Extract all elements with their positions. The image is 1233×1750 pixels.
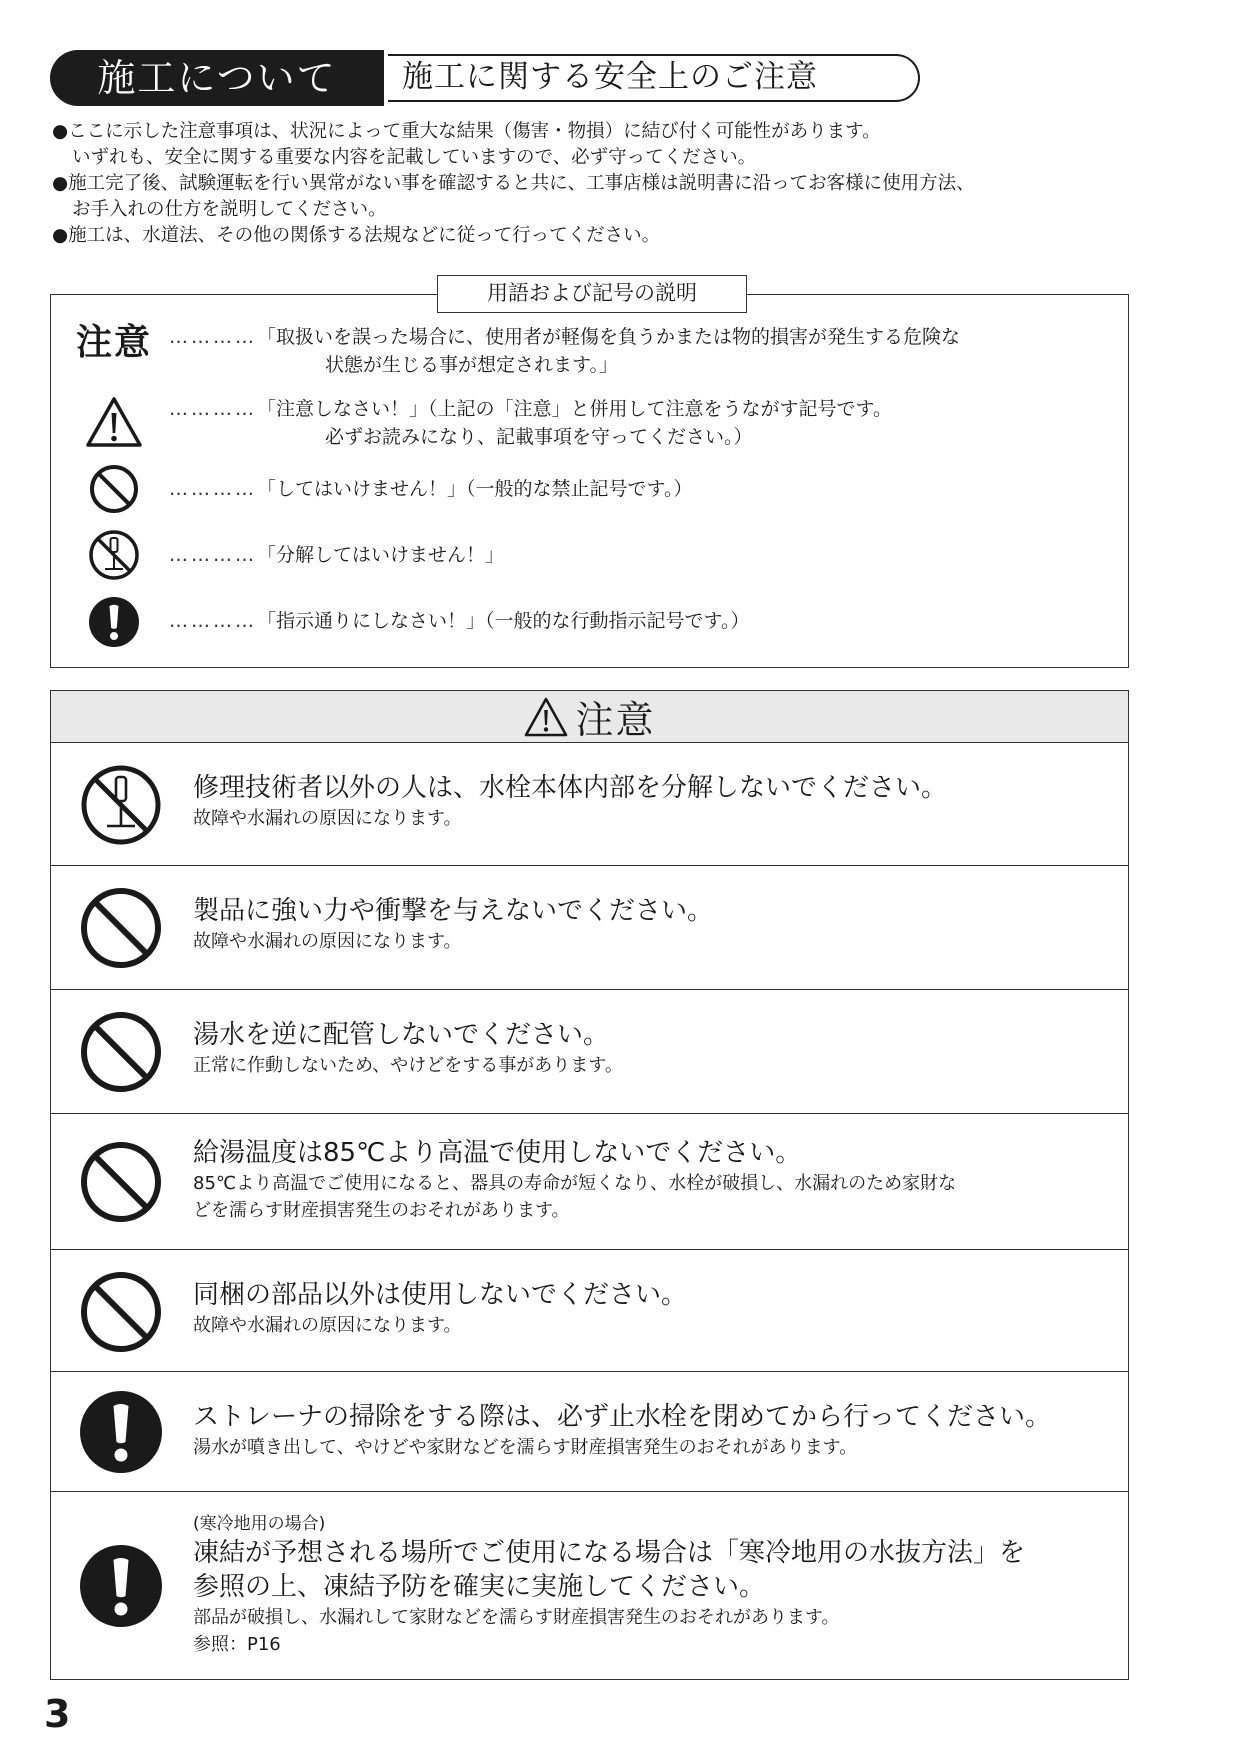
prohibited-icon	[88, 463, 140, 515]
caution-item-desc: 85℃より高温でご使用になると、器具の寿命が短くなり、水栓が破損し、水漏れのため家財な	[193, 1173, 957, 1194]
no-disassembly-icon	[87, 528, 141, 582]
caution-item-title: 給湯温度は85℃より高温で使用しないでください。	[193, 1138, 802, 1168]
page-number: 3	[44, 1692, 71, 1736]
header-sub-title: 施工に関する安全上のご注意	[388, 54, 920, 102]
leader-dots: …………	[169, 326, 257, 348]
prohibited-icon	[79, 1140, 163, 1224]
caution-item-title: 同梱の部品以外は使用しないでください。	[193, 1280, 688, 1310]
caution-item-desc: どを濡らす財産損害発生のおそれがあります。	[193, 1200, 570, 1221]
intro-line: ●施工完了後、試験運転を行い異常がない事を確認すると共に、工事店様は説明書に沿ってお客様に使用方法、	[52, 173, 975, 194]
prohibited-icon	[79, 1010, 163, 1094]
section-header	[50, 50, 920, 106]
caution-item-desc: 湯水が噴き出して、やけどや家財などを濡らす財産損害発生のおそれがあります。	[193, 1437, 858, 1458]
caution-item-title: 製品に強い力や衝撃を与えないでください。	[193, 896, 714, 926]
caution-item-condition: (寒冷地用の場合)	[193, 1514, 326, 1534]
legend-text: 必ずお読みになり、記載事項を守ってください。）	[325, 426, 753, 448]
intro-line: ●施工は、水道法、その他の関係する法規などに従って行ってください。	[52, 225, 661, 246]
leader-dots: …………	[169, 478, 257, 500]
no-disassembly-icon	[79, 763, 163, 847]
intro-line: いずれも、安全に関する重要な内容を記載していますので、必ず守ってください。	[72, 147, 757, 168]
caution-item-title: 参照の上、凍結予防を確実に実施してください。	[193, 1572, 766, 1602]
caution-item-desc: 故障や水漏れの原因になります。	[193, 1315, 462, 1336]
caution-heading	[51, 691, 1128, 743]
caution-item-reference: 参照：P16	[193, 1634, 281, 1655]
leader-dots: …………	[169, 610, 257, 632]
caution-word-symbol	[71, 319, 157, 367]
caution-item-desc: 正常に作動しないため、やけどをする事があります。	[193, 1055, 623, 1076]
header-main-title: 施工について	[50, 50, 384, 106]
legend-text: 状態が生じる事が想定されます。」	[325, 354, 618, 376]
intro-line: お手入れの仕方を説明してください。	[72, 199, 387, 220]
prohibited-icon	[79, 1270, 163, 1354]
mandatory-icon	[79, 1544, 163, 1628]
caution-item-title: 湯水を逆に配管しないでください。	[193, 1020, 610, 1050]
legend-text: 「分解してはいけません！」	[257, 544, 505, 566]
caution-item	[51, 1372, 1128, 1492]
legend-title: 用語および記号の説明	[437, 275, 747, 313]
leader-dots: …………	[169, 544, 257, 566]
warning-triangle-icon	[84, 395, 144, 449]
intro-line: ●ここに示した注意事項は、状況によって重大な結果（傷害・物損）に結び付く可能性があります。	[52, 121, 881, 142]
legend-box	[50, 281, 1129, 668]
caution-box	[50, 690, 1129, 1680]
caution-item	[51, 990, 1128, 1114]
caution-item	[51, 866, 1128, 990]
caution-item-desc: 故障や水漏れの原因になります。	[193, 931, 462, 952]
prohibited-icon	[79, 886, 163, 970]
caution-item	[51, 743, 1128, 866]
caution-item-title: 凍結が予想される場所でご使用になる場合は「寒冷地用の水抜方法」を	[193, 1538, 1026, 1568]
caution-item	[51, 1250, 1128, 1372]
leader-dots: …………	[169, 398, 257, 420]
warning-triangle-icon	[523, 696, 569, 738]
caution-item-title: ストレーナの掃除をする際は、必ず止水栓を閉めてから行ってください。	[193, 1402, 1052, 1432]
caution-item-desc: 部品が破損し、水漏れして家財などを濡らす財産損害発生のおそれがあります。	[193, 1607, 840, 1628]
intro-notes	[52, 119, 1192, 249]
mandatory-icon	[88, 596, 140, 648]
mandatory-icon	[79, 1390, 163, 1474]
caution-word: 注意	[75, 322, 152, 363]
caution-item	[51, 1114, 1128, 1250]
legend-text: 「してはいけません！」（一般的な禁止記号です。）	[257, 478, 693, 500]
legend-text: 「注意しなさい！」（上記の「注意」と併用して注意をうながす記号です。	[257, 398, 892, 420]
caution-item-desc: 故障や水漏れの原因になります。	[193, 808, 462, 829]
caution-item	[51, 1492, 1128, 1678]
caution-item-title: 修理技術者以外の人は、水栓本体内部を分解しないでください。	[193, 773, 948, 803]
caution-heading-text: 注意	[575, 698, 656, 742]
legend-text: 「取扱いを誤った場合に、使用者が軽傷を負うかまたは物的損害が発生する危険な	[257, 326, 961, 348]
legend-text: 「指示通りにしなさい！」（一般的な行動指示記号です。）	[257, 610, 750, 632]
